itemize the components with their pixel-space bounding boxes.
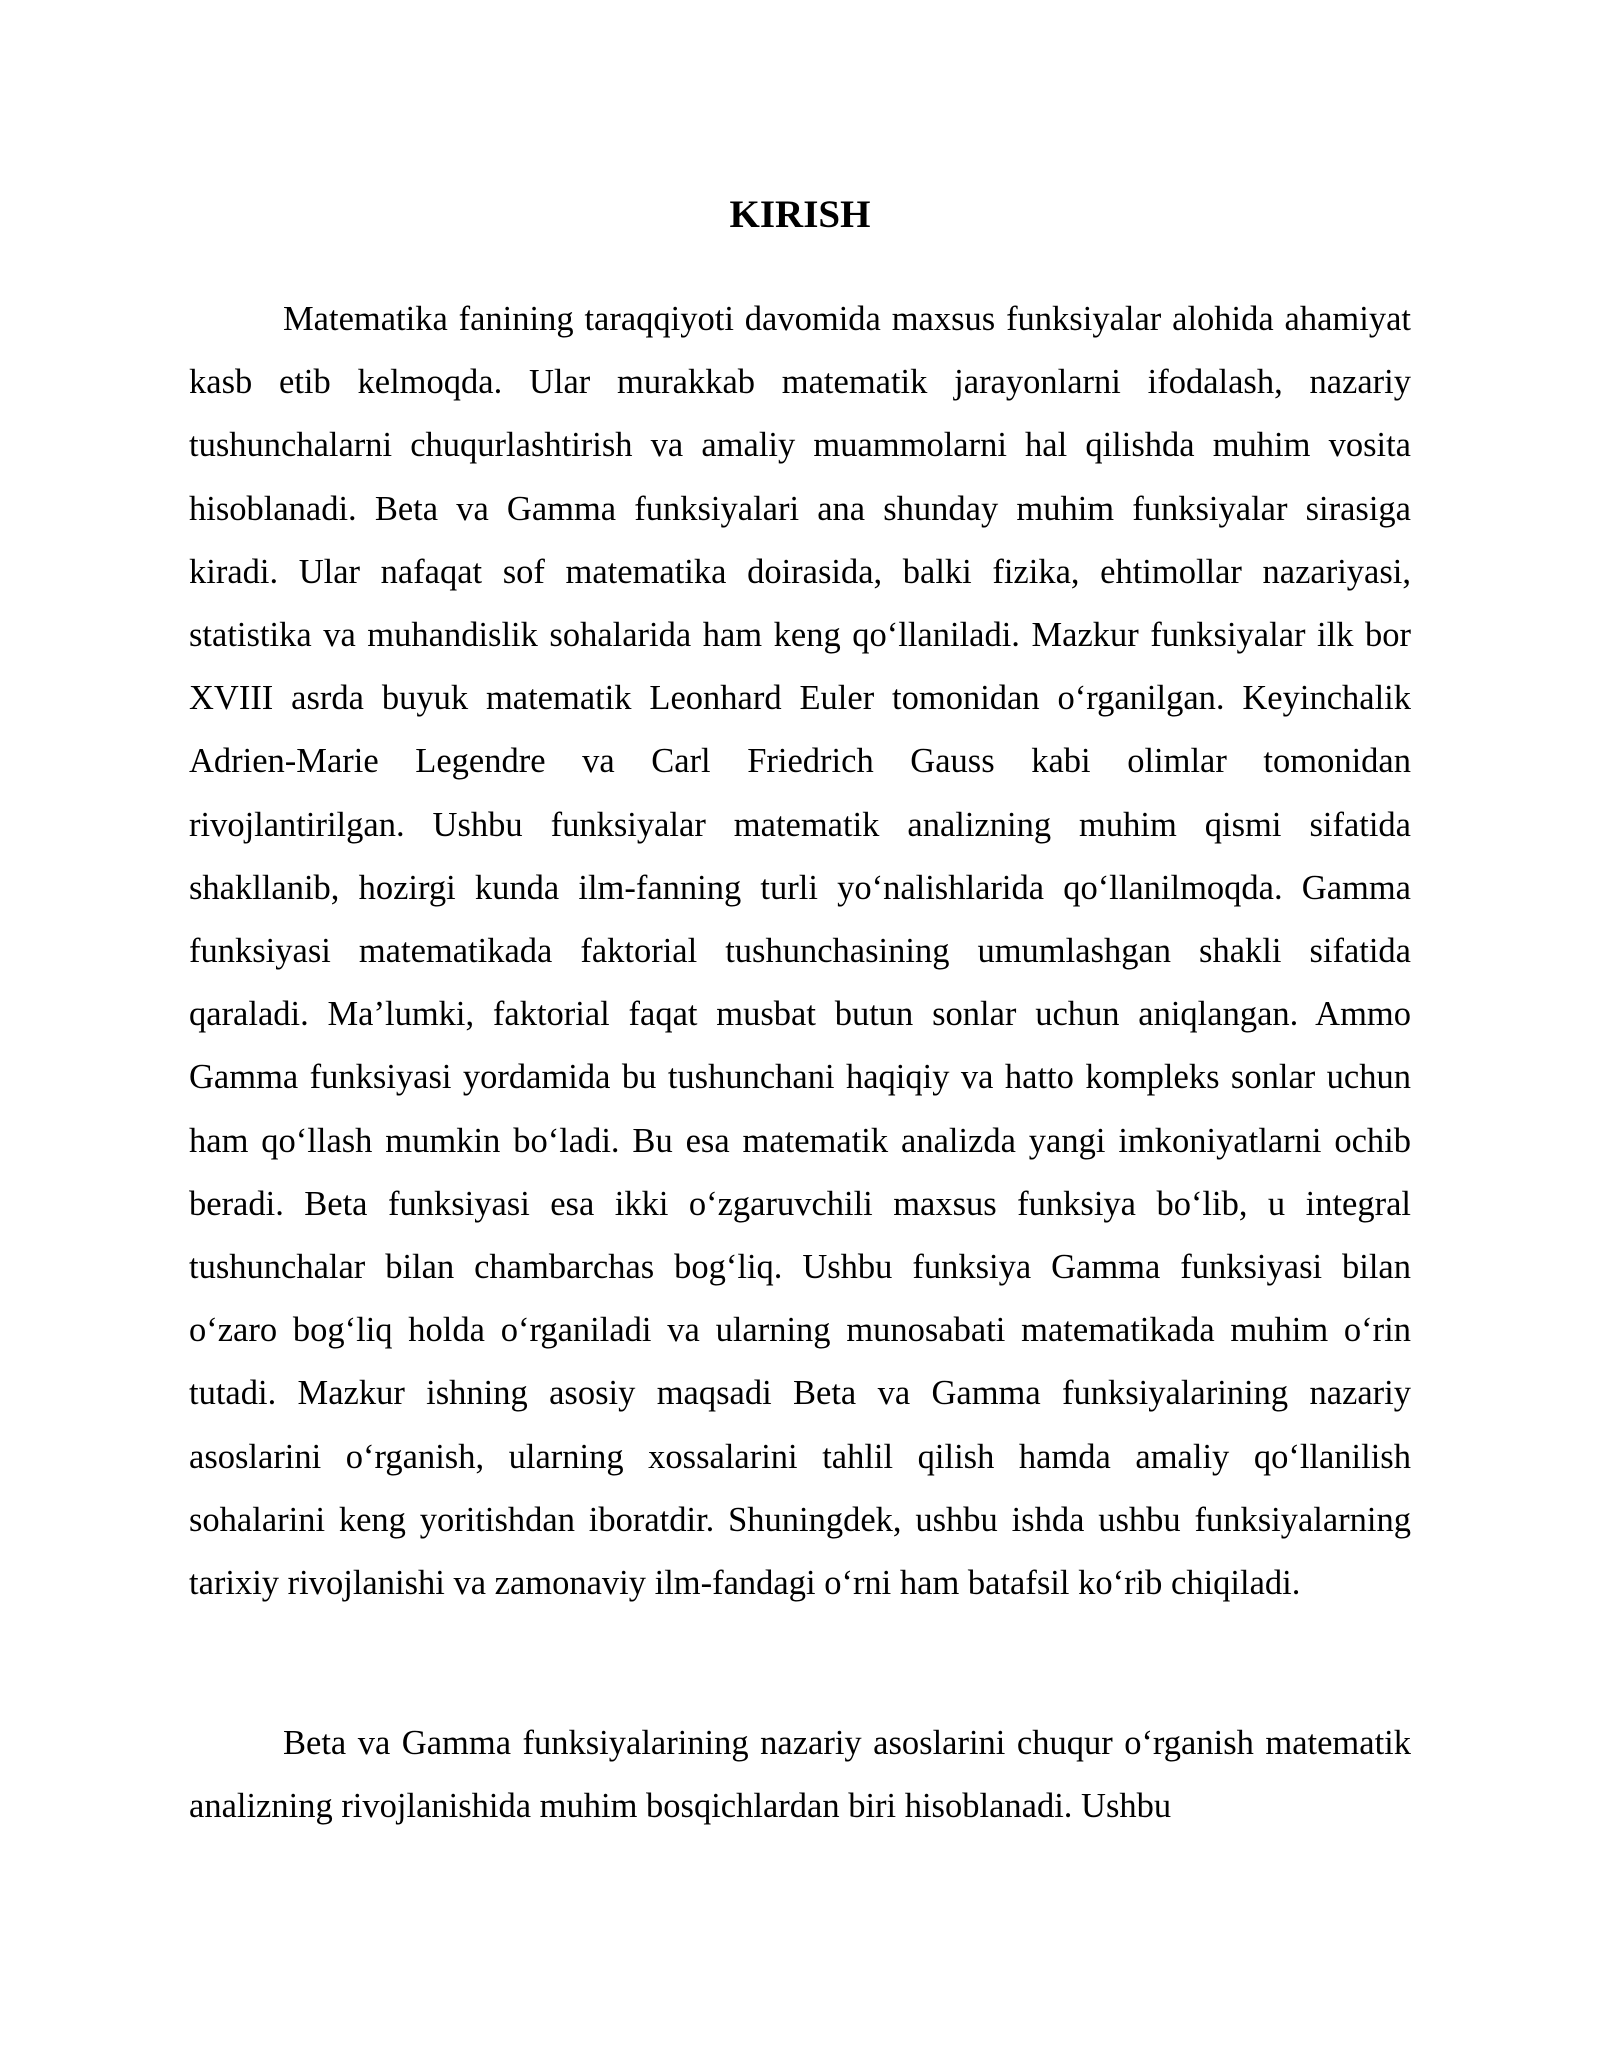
page-title: KIRISH (729, 193, 871, 236)
paragraph-continuation: Beta va Gamma funksiyalarining nazariy asoslarini chuqur o‘rganish matematik analizning rivojlanishida muhim bosqichlardan biri hisoblanadi. Ushbu (189, 1724, 1411, 1826)
paragraph-introduction: Matematika fanining taraqqiyoti davomida maxsus funksiyalar alohida ahamiyat kasb etib kelmoqda. Ular murakkab matematik jarayonlarni ifodalash, nazariy tushunchalarni chuqurlashtirish va amaliy muammolarni hal qilishda muhim vosita hisoblanadi. Beta va Gamma funksiyalari ana shunday muhim funksiyalar sirasiga kiradi. Ular nafaqat sof matematika doirasida, balki fizika, ehtimollar nazariyasi, statistika va muhandislik sohalarida ham keng qo‘llaniladi. Mazkur funksiyalar ilk bor XVIII asrda buyuk matematik Leonhard Euler tomonidan o‘rganilgan. Keyinchalik Adrien-Marie Legendre va Carl Friedrich Gauss kabi olimlar tomonidan rivojlantirilgan. Ushbu funksiyalar matematik analizning muhim qismi sifatida shakllanib, hozirgi kunda ilm-fanning turli yo‘nalishlarida qo‘llanilmoqda. Gamma funksiyasi matematikada faktorial tushunchasining umumlashgan shakli sifatida qaraladi. Ma’lumki, faktorial faqat musbat butun sonlar uchun aniqlangan. Ammo Gamma funksiyasi yordamida bu tushunchani haqiqiy va hatto kompleks sonlar uchun ham qo‘llash mumkin bo‘ladi. Bu esa matematik analizda yangi imkoniyatlarni ochib beradi. Beta funksiyasi esa ikki o‘zgaruvchili maxsus funksiya bo‘lib, u integral tushunchalar bilan chambarchas bog‘liq. Ushbu funksiya Gamma funksiyasi bilan o‘zaro bog‘liq holda o‘rganiladi va ularning munosabati matematikada muhim o‘rin tutadi. Mazkur ishning asosiy maqsadi Beta va Gamma funksiyalarining nazariy asoslarini o‘rganish, ularning xossalarini tahlil qilish hamda amaliy qo‘llanilish sohalarini keng yoritishdan iboratdir. Shuningdek, ushbu ishda ushbu funksiyalarning tarixiy rivojlanishi va zamonaviy ilm-fandagi o‘rni ham batafsil ko‘rib chiqiladi. (189, 300, 1411, 1603)
